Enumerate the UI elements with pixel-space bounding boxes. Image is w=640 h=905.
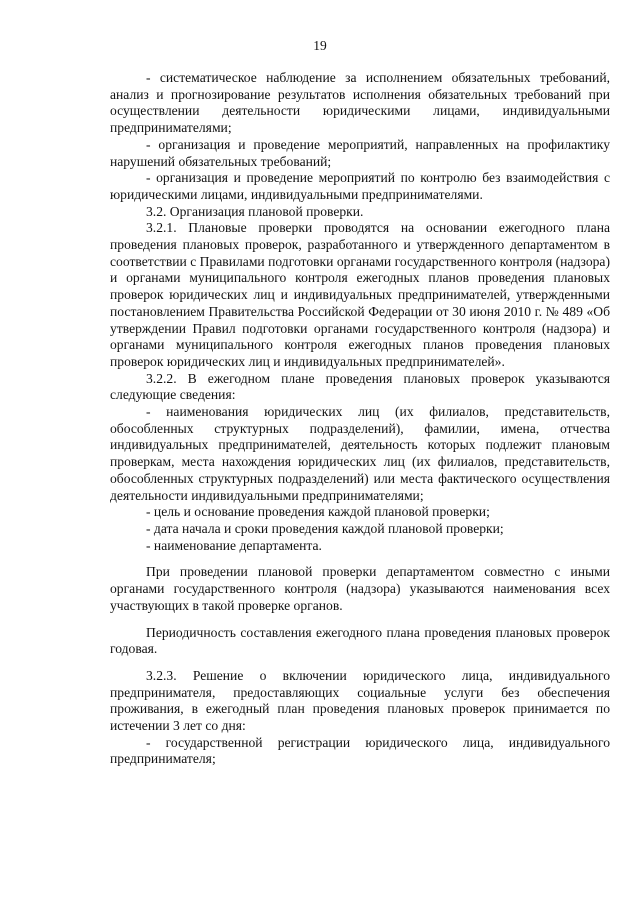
paragraph-joint-inspection: При проведении плановой проверки департаментом совместно с иными органами государственного контроля (надзора) указываются наименования всех участвующих в такой проверке органов.	[110, 564, 610, 613]
list-item-entity-names: - наименования юридических лиц (их филиалов, представительств, обособленных структурных подразделений), фамилии, имена, отчества индивидуальных предпринимателей, деятельность которых подлежит плановым проверкам, места нахождения юридических лиц (их филиалов, представительств, обособленных структурных подразделений) или места фактического осуществления деятельности индивидуальными предпринимателями;	[110, 404, 610, 503]
section-heading-3-2: 3.2. Организация плановой проверки.	[146, 203, 364, 219]
list-item-purpose: - цель и основание проведения каждой плановой проверки;	[146, 504, 490, 520]
paragraph-control-without-interaction: - организация и проведение мероприятий по контролю без взаимодействия с юридическими лицами, индивидуальными предпринимателями.	[110, 170, 610, 202]
document-body	[110, 70, 610, 768]
paragraph-3-2-3: 3.2.3. Решение о включении юридического лица, индивидуального предпринимателя, предоставляющих социальные услуги без обеспечения проживания, в ежегодный план проведения плановых проверок принимается по истечении 3 лет со дня:	[110, 667, 610, 734]
list-item-state-registration: - государственной регистрации юридического лица, индивидуального предпринимателя;	[110, 734, 610, 767]
paragraph-monitoring: - систематическое наблюдение за исполнением обязательных требований, анализ и прогнозирование результатов исполнения обязательных требований при осуществлении деятельности юридическими лицами, индивидуальными предпринимателями;	[110, 70, 610, 136]
paragraph-3-2-1: 3.2.1. Плановые проверки проводятся на основании ежегодного плана проведения плановых проверок, разработанного и утвержденного департаментом в соответствии с Правилами подготовки органами государственного контроля (надзора) и органами муниципального контроля ежегодных планов проведения плановых проверок юридических лиц и индивидуальных предпринимателей, утвержденными постановлением Правительства Российской Федерации от 30 июня 2010 г. № 489 «Об утверждении Правил подготовки органами государственного контроля (надзора) и органами муниципального контроля ежегодных планов проведения плановых проверок юридических лиц и индивидуальных предпринимателей».	[110, 220, 610, 369]
list-item-dates: - дата начала и сроки проведения каждой плановой проверки;	[146, 520, 504, 536]
page-number: 19	[313, 38, 327, 53]
paragraph-periodicity: Периодичность составления ежегодного плана проведения плановых проверок годовая.	[110, 624, 610, 657]
paragraph-3-2-2: 3.2.2. В ежегодном плане проведения плановых проверок указываются следующие сведения:	[110, 370, 610, 403]
list-item-department-name: - наименование департамента.	[146, 537, 322, 553]
paragraph-prevention: - организация и проведение мероприятий, направленных на профилактику нарушений обязательных требований;	[110, 136, 610, 169]
